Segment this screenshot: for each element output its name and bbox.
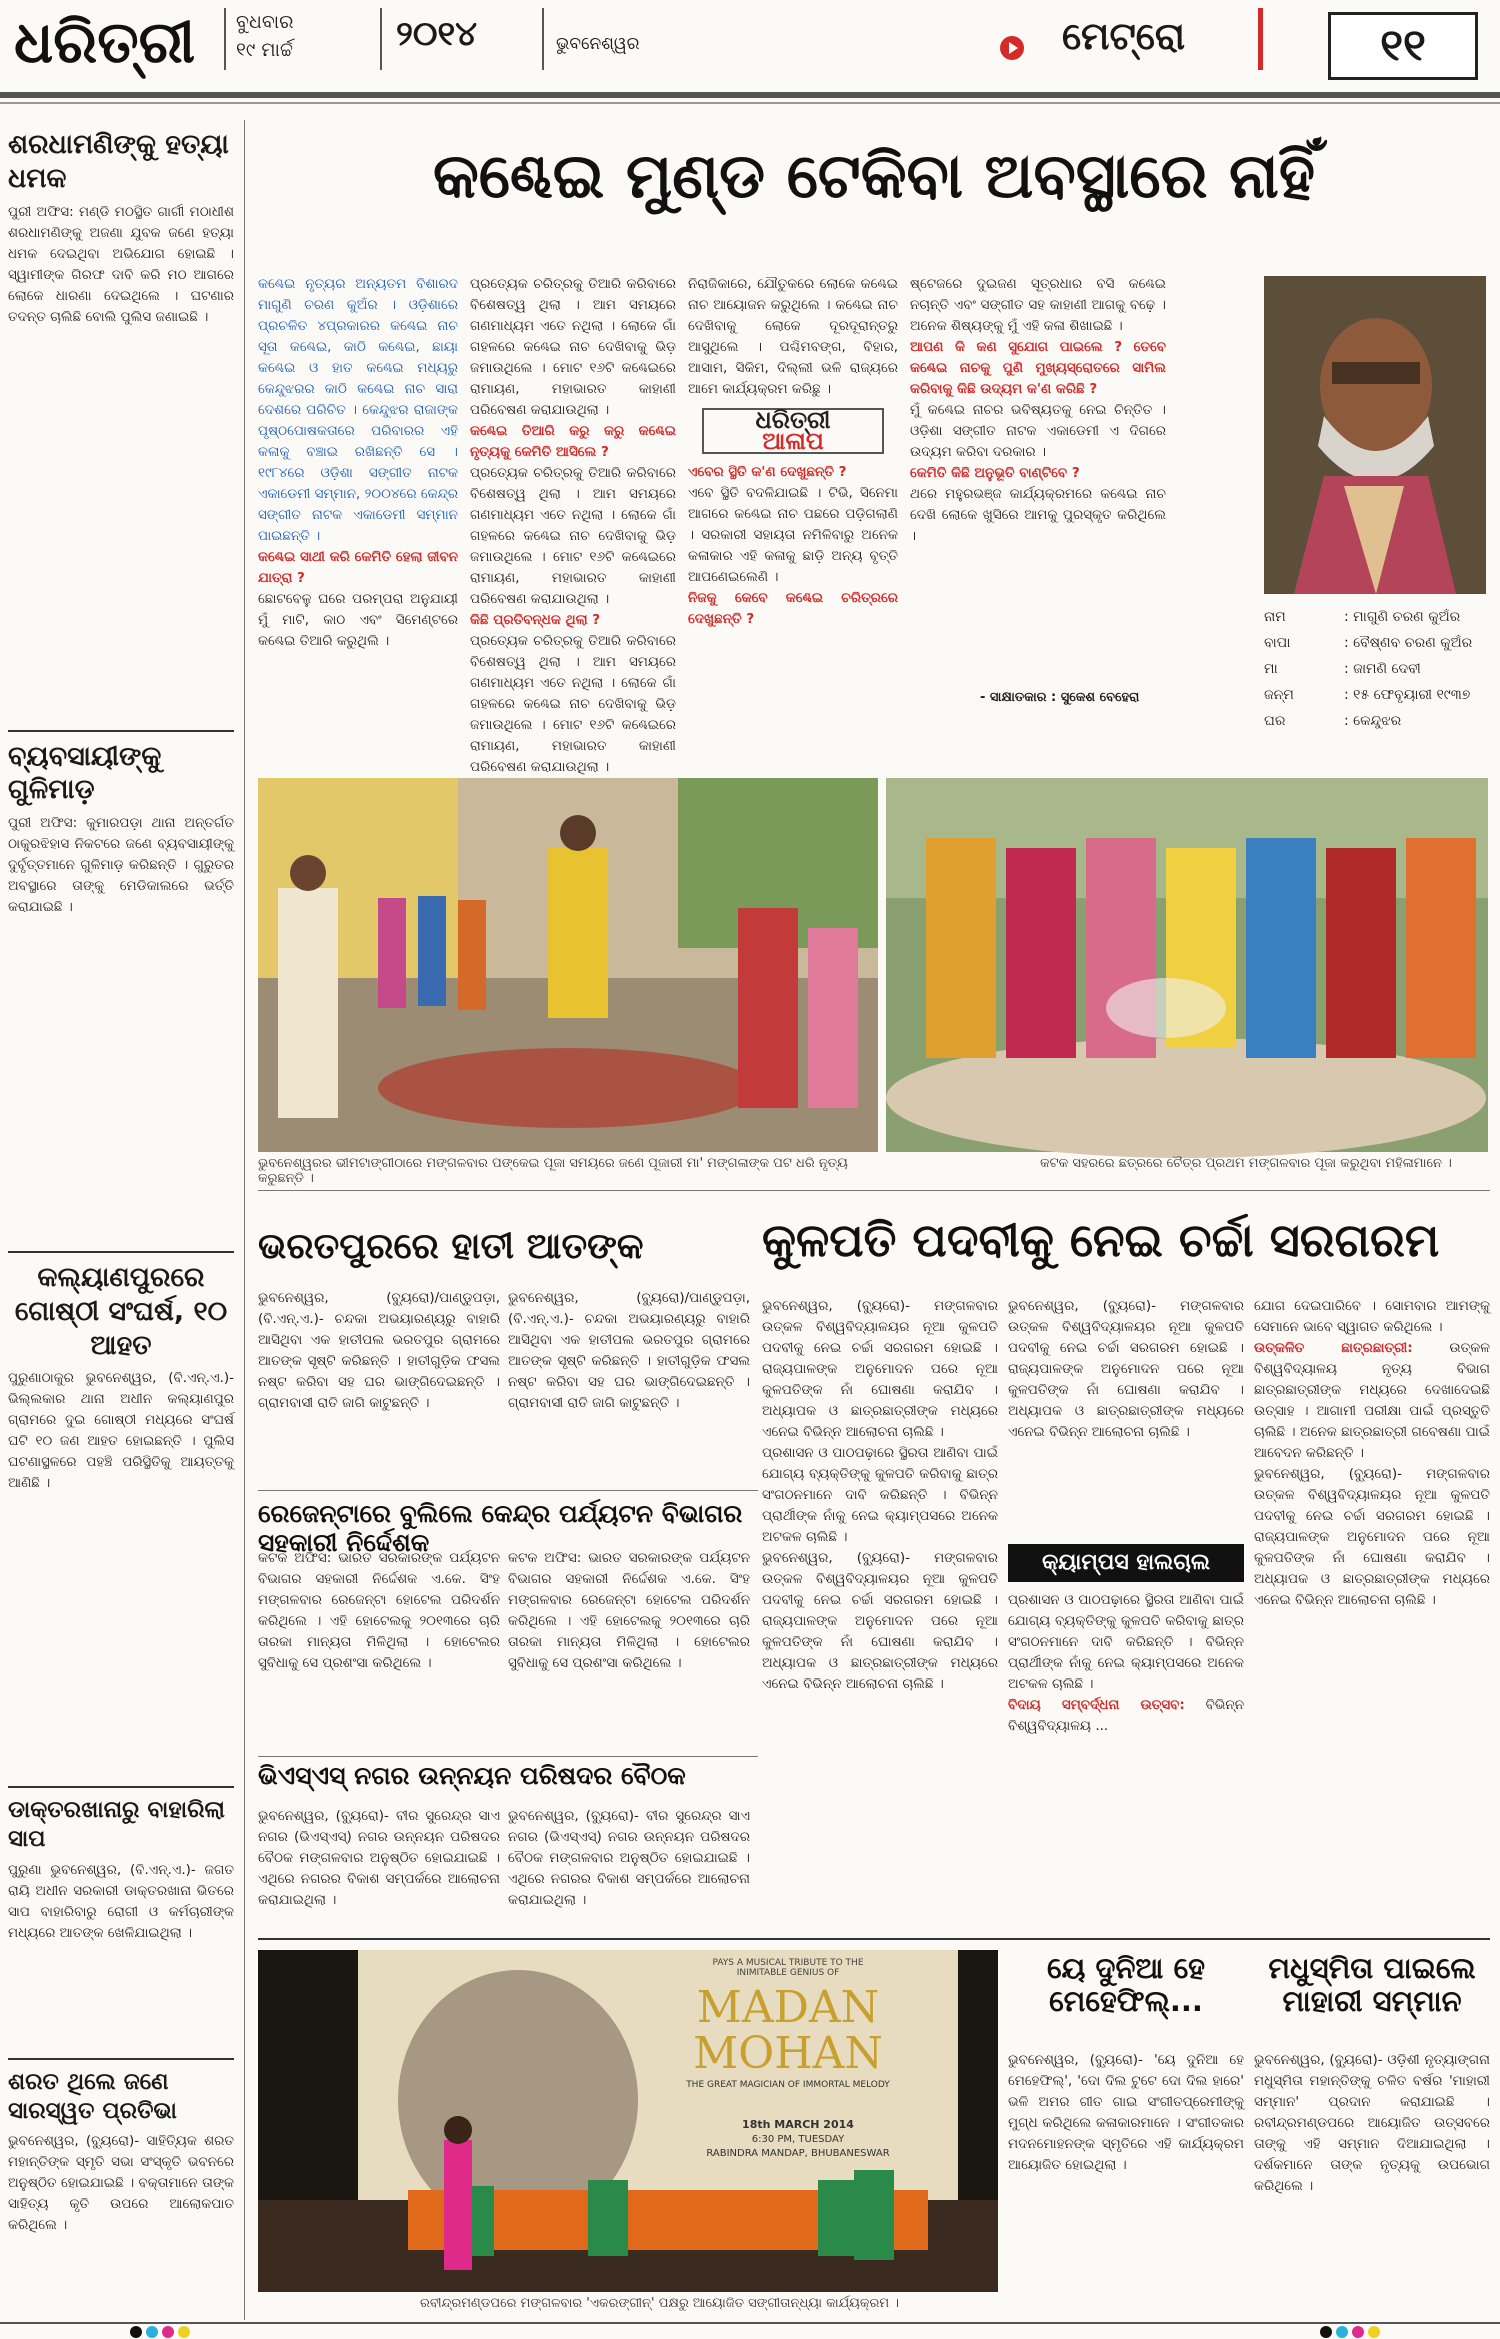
story-text: କଟକ ଅଫିସ: ଭାରତ ସରକାରଙ୍କ ପର୍ଯ୍ୟଟନ ବିଭାଗର ସହକାରୀ ନିର୍ଦ୍ଦେଶକ ଏ.କେ. ସିଂହ ମଙ୍ଗଳବାର ରେଜେନ୍ଟା ହୋଟେଲ ପରିଦର୍ଶନ କରିଥିଲେ । ଏହି ହୋଟେଲକୁ ୨୦୧୩ରେ ଚାରି ତାରକା ମାନ୍ୟତା ମିଳିଥିଲା । ହୋଟେଲର ସୁବିଧାକୁ ସେ ପ୍ରଶଂସା କରିଥିଲେ । bbox=[508, 1550, 750, 1671]
concert-caption: ରବୀନ୍ଦ୍ରମଣ୍ଡପରେ ମଙ୍ଗଳବାର 'ଏକରଙ୍ଗୀନ୍' ପକ୍ଷରୁ ଆୟୋଜିତ ସଙ୍ଗୀତାନ୍ଧ୍ୟା କାର୍ଯ୍ୟକ୍ରମ । bbox=[420, 2296, 900, 2311]
story-text: ଭୁବନେଶ୍ୱର, (ବ୍ୟୁରୋ)- ମଙ୍ଗଳବାର ଉତ୍କଳ ବିଶ୍ୱବିଦ୍ୟାଳୟର ନୂଆ କୁଳପତି ପଦବୀକୁ ନେଇ ଚର୍ଚ୍ଚା ସରଗରମ ହୋଇଛି । ରାଜ୍ୟପାଳଙ୍କ ଅନୁମୋଦନ ପରେ ନୂଆ କୁଳପତିଙ୍କ ନାଁ ଘୋଷଣା କରାଯିବ । ଅଧ୍ୟାପକ ଓ ଛାତ୍ରଛାତ୍ରୀଙ୍କ ମଧ୍ୟରେ ଏନେଇ ବିଭିନ୍ନ ଆଲୋଚନା ଚାଲିଛି । bbox=[762, 1550, 998, 1692]
register-dot bbox=[130, 2326, 142, 2338]
left-headline-4: ଡାକ୍ତରଖାନାରୁ ବାହାରିଲା ସାପ bbox=[8, 1797, 225, 1852]
register-dot bbox=[1368, 2326, 1380, 2338]
question: କଣ୍ଢେଇ ସାଥୀ କରି କେମିତି ହେଲା ଜୀବନ ଯାତ୍ରା ? bbox=[258, 549, 458, 586]
story-text: ଭୁବନେଶ୍ୱର, (ବ୍ୟୁରୋ)/ପାଣ୍ଡୁପଡ଼ା, (ବି.ଏନ୍.ଏ.)- ଚନ୍ଦକା ଅଭୟାରଣ୍ୟରୁ ବାହାରି ଆସିଥିବା ଏକ ହାତୀପଲ ଭରତପୁର ଗ୍ରାମରେ ଆତଙ୍କ ସୃଷ୍ଟି କରିଛନ୍ତି । ହାତୀଗୁଡ଼ିକ ଫସଲ ନଷ୍ଟ କରିବା ସହ ଘର ଭାଙ୍ଗିଦେଇଛନ୍ତି । ଗ୍ରାମବାସୀ ରାତି ଜାଗି କାଟୁଛନ୍ତି । bbox=[258, 1290, 500, 1411]
register-dot bbox=[1352, 2326, 1364, 2338]
masthead-rule-thin bbox=[0, 102, 1500, 104]
answer: ପ୍ରତ୍ୟେକ ଚରିତ୍ରକୁ ତିଆରି କରିବାରେ ବିଶେଷତ୍ୱ ଥିଲା । ଆମ ସମୟରେ ଗଣମାଧ୍ୟମ ଏତେ ନଥିଲା । ଲୋକେ ଗାଁ ଗହଳରେ କଣ୍ଢେଇ ନାଚ ଦେଖିବାକୁ ଭିଡ଼ ଜମାଉଥିଲେ । ମୋଟ ୧୬ଟି କଣ୍ଢେଇରେ ରାମାୟଣ, ମହାଭାରତ କାହାଣୀ ପରିବେଷଣ କରାଯାଉଥିଲା । bbox=[470, 465, 676, 607]
masthead bbox=[0, 0, 1500, 95]
madhusmita-headline: ମଧୁସ୍ମିତା ପାଇଲେ ମାହାରୀ ସମ୍ମାନ bbox=[1268, 1951, 1476, 2019]
city: ଭୁବନେଶ୍ୱର bbox=[556, 34, 640, 54]
story-text: ଭୁବନେଶ୍ୱର, (ବ୍ୟୁରୋ)- ସାହିତ୍ୟିକ ଶରତ ମହାନ୍ତିଙ୍କ ସ୍ମୃତି ସଭା ସଂସ୍କୃତି ଭବନରେ ଅନୁଷ୍ଠିତ ହୋଇଯାଇଛି । ବକ୍ତାମାନେ ତାଙ୍କ ସାହିତ୍ୟ କୃତି ଉପରେ ଆଲୋକପାତ କରିଥିଲେ । bbox=[8, 2133, 234, 2234]
profile-row bbox=[1264, 656, 1488, 682]
story-text: କଟକ ଅଫିସ: ଭାରତ ସରକାରଙ୍କ ପର୍ଯ୍ୟଟନ ବିଭାଗର ସହକାରୀ ନିର୍ଦ୍ଦେଶକ ଏ.କେ. ସିଂହ ମଙ୍ଗଳବାର ରେଜେନ୍ଟା ହୋଟେଲ ପରିଦର୍ଶନ କରିଥିଲେ । ଏହି ହୋଟେଲକୁ ୨୦୧୩ରେ ଚାରି ତାରକା ମାନ୍ୟତା ମିଳିଥିଲା । ହୋଟେଲର ସୁବିଧାକୁ ସେ ପ୍ରଶଂସା କରିଥିଲେ । bbox=[258, 1550, 500, 1671]
photo-women-puja bbox=[886, 778, 1488, 1152]
vss-headline: ଭିଏସ୍‌ଏସ୍ ନଗର ଉନ୍ନୟନ ପରିଷଦର ବୈଠକ bbox=[258, 1761, 686, 1790]
poster-name-1: MADAN bbox=[696, 1982, 880, 2033]
story-text: ବିଭିନ୍ନ ବିଶ୍ୱବିଦ୍ୟାଳୟ ... bbox=[1008, 1697, 1245, 1734]
mehfil-headline: ୟେ ଦୁନିଆ ହେ ମେହେଫିଲ୍... bbox=[1046, 1951, 1206, 2019]
profile-value: : ୧୫ ଫେବୃୟାରୀ ୧୯୩୭ bbox=[1344, 687, 1471, 703]
poster-tagline: PAYS A MUSICAL TRIBUTE TO THE INIMITABLE GENIUS OF bbox=[712, 1958, 864, 1978]
profile-key: ମା bbox=[1264, 661, 1278, 677]
answer: ମୁଁ କଣ୍ଢେଇ ନାଚର ଭବିଷ୍ୟତକୁ ନେଇ ଚିନ୍ତିତ । ଓଡ଼ିଶା ସଙ୍ଗୀତ ନାଟକ ଏକାଡେମୀ ଏ ଦିଗରେ ଉଦ୍ୟମ କରିବା ଦରକାର । bbox=[910, 402, 1166, 460]
left-story-1 bbox=[8, 202, 234, 722]
divider bbox=[258, 1938, 1490, 1940]
play-icon bbox=[1000, 36, 1024, 60]
campus-label: କ୍ୟାମ୍ପସ ହାଲଚାଲ bbox=[1008, 1544, 1244, 1582]
profile-key: ବାପା bbox=[1264, 635, 1291, 651]
interview-col-4 bbox=[910, 274, 1166, 674]
left-story-4 bbox=[8, 1860, 234, 2050]
profile-row bbox=[1264, 630, 1488, 656]
regency-headline: ରେଜେନ୍ଟାରେ ବୁଲିଲେ କେନ୍ଦ୍ର ପର୍ଯ୍ୟଟନ ବିଭାଗର ସହକାରୀ ନିର୍ଦ୍ଦେଶକ bbox=[258, 1499, 743, 1557]
section-title: ମେଟ୍ରୋ bbox=[1062, 14, 1186, 58]
story-text: ଭୁବନେଶ୍ୱର, (ବ୍ୟୁରୋ)- ମଙ୍ଗଳବାର ଉତ୍କଳ ବିଶ୍ୱବିଦ୍ୟାଳୟର ନୂଆ କୁଳପତି ପଦବୀକୁ ନେଇ ଚର୍ଚ୍ଚା ସରଗରମ ହୋଇଛି । ରାଜ୍ୟପାଳଙ୍କ ଅନୁମୋଦନ ପରେ ନୂଆ କୁଳପତିଙ୍କ ନାଁ ଘୋଷଣା କରାଯିବ । ଅଧ୍ୟାପକ ଓ ଛାତ୍ରଛାତ୍ରୀଙ୍କ ମଧ୍ୟରେ ଏନେଇ ବିଭିନ୍ନ ଆଲୋଚନା ଚାଲିଛି । bbox=[762, 1298, 998, 1440]
profile-row bbox=[1264, 682, 1488, 708]
divider bbox=[258, 1190, 1490, 1191]
left-story-3 bbox=[8, 1368, 234, 1778]
women-puja-image bbox=[886, 778, 1488, 1152]
story-text: ଭୁବନେଶ୍ୱର, (ବ୍ୟୁରୋ)- ଓଡ଼ିଶୀ ନୃତ୍ୟାଙ୍ଗନା ମଧୁସ୍ମିତା ମହାନ୍ତିଙ୍କୁ ଚଳିତ ବର୍ଷର 'ମାହାରୀ ସମ୍ମାନ' ପ୍ରଦାନ କରାଯାଇଛି । ରବୀନ୍ଦ୍ରମଣ୍ଡପରେ ଆୟୋଜିତ ଉତ୍ସବରେ ତାଙ୍କୁ ଏହି ସମ୍ମାନ ଦିଆଯାଇଥିଲା । ଦର୍ଶକମାନେ ତାଙ୍କ ନୃତ୍ୟକୁ ଉପଭୋଗ କରିଥିଲେ । bbox=[1254, 2052, 1490, 2194]
regency-col-1 bbox=[258, 1548, 500, 1748]
alaap-label: ଆଳାପ bbox=[762, 427, 824, 455]
divider bbox=[258, 1756, 758, 1757]
poster-date: 18th MARCH 2014 bbox=[742, 2118, 854, 2131]
photo-caption-2: କଟକ ସହରରେ ଛତ୍ରରେ ଚୈତ୍ର ପ୍ରଥମ ମଙ୍ଗଳବାର ପୂଜା କରୁଥିବା ମହିଳାମାନେ । bbox=[1040, 1156, 1452, 1171]
profile-value: : ବୈଷ୍ଣବ ଚରଣ କୁଅଁର bbox=[1344, 635, 1473, 651]
poster-venue: RABINDRA MANDAP, BHUBANESWAR bbox=[706, 2148, 890, 2159]
story-text: ପ୍ରଶାସନ ଓ ପାଠପଢ଼ାରେ ସ୍ଥିରତା ଆଣିବା ପାଇଁ ଯୋଗ୍ୟ ବ୍ୟକ୍ତିଙ୍କୁ କୁଳପତି କରିବାକୁ ଛାତ୍ର ସଂଗଠନମାନେ ଦାବି କରିଛନ୍ତି । ବିଭିନ୍ନ ପ୍ରାର୍ଥୀଙ୍କ ନାଁକୁ ନେଇ କ୍ୟାମ୍ପସରେ ଅନେକ ଅଟକଳ ଚାଲିଛି । bbox=[762, 1445, 998, 1545]
date: ୧୯ ମାର୍ଚ୍ଚ bbox=[236, 39, 293, 61]
masthead-divider bbox=[380, 8, 382, 70]
question: ନିଜକୁ କେବେ କଣ୍ଢେଇ ଚରିତ୍ରରେ ଦେଖୁଛନ୍ତି ? bbox=[688, 590, 898, 627]
question: ଏବେର ସ୍ଥିତି କ'ଣ ଦେଖୁଛନ୍ତି ? bbox=[688, 464, 847, 480]
regency-col-2 bbox=[508, 1548, 750, 1748]
masthead-divider bbox=[542, 8, 544, 70]
mehfil-text bbox=[1008, 2050, 1244, 2316]
story-text: ପୁରୁଣାଠାକୁର ଭୁବନେଶ୍ୱର, (ବି.ଏନ୍.ଏ.)- ଭିଲ୍ଲକାର ଥାନା ଅଧୀନ କଲ୍ୟାଣପୁର ଗ୍ରାମରେ ଦୁଇ ଗୋଷ୍ଠୀ ମଧ୍ୟରେ ସଂଘର୍ଷ ଘଟି ୧୦ ଜଣ ଆହତ ହୋଇଛନ୍ତି । ପୁଲିସ ଘଟଣାସ୍ଥଳରେ ପହଞ୍ଚି ପରିସ୍ଥିତିକୁ ଆୟତ୍ତକୁ ଆଣିଛି । bbox=[8, 1370, 234, 1492]
photo-puja-dance bbox=[258, 778, 878, 1152]
profile-row bbox=[1264, 604, 1488, 630]
story-text: ଯୋଗ ଦେଇପାରିବେ । ସୋମବାର ଆମଙ୍କୁ ସେମାନେ ଭାବେ ସ୍ୱାଗତ କରିଥିଲେ । bbox=[1254, 1298, 1490, 1335]
divider bbox=[8, 1786, 234, 1788]
register-dot bbox=[162, 2326, 174, 2338]
photo-caption-1: ଭୁବନେଶ୍ୱରର ଭୀମଟାଙ୍ଗୀଠାରେ ମଙ୍ଗଳବାର ପଙ୍କେଇ ପୂଜା ସମୟରେ ଜଣେ ପୂଜାରୀ ମା' ମଙ୍ଗଳାଙ୍କ ପଟ ଧରି ନୃତ୍ୟ କରୁଛନ୍ତି । bbox=[258, 1156, 848, 1186]
issue-date bbox=[236, 8, 294, 64]
masthead-divider bbox=[224, 8, 226, 70]
divider bbox=[8, 1251, 234, 1253]
left-headline-1: ଶରଧାମଣିଙ୍କୁ ହତ୍ୟା ଧମକ bbox=[8, 129, 229, 194]
question: ଆପଣ କି କଣ ସୁଯୋଗ ପାଇଲେ ? ତେବେ କଣ୍ଢେଇ ନାଚକୁ ପୁଣି ମୁଖ୍ୟସ୍ରୋତରେ ସାମିଲ କରିବାକୁ କିଛି ଉଦ୍ୟମ କ'ଣ କରିଛି ? bbox=[910, 339, 1166, 397]
answer: ଏବେ ସ୍ଥିତି ବଦଳିଯାଇଛି । ଟିଭି, ସିନେମା ଆଗରେ କଣ୍ଢେଇ ନାଚ ପଛରେ ପଡ଼ିଗଲାଣି । ସରକାରୀ ସହାୟତା ନମିଳିବାରୁ ଅନେକ କଳାକାର ଏହି କଳାକୁ ଛାଡ଼ି ଅନ୍ୟ ବୃତ୍ତି ଆପଣେଇଲେଣି । bbox=[688, 485, 898, 585]
poster-subtitle: THE GREAT MAGICIAN OF IMMORTAL MELODY bbox=[686, 2080, 890, 2090]
footer-rule bbox=[0, 2322, 1500, 2324]
vss-col-2 bbox=[508, 1806, 750, 1932]
portrait-image bbox=[1264, 276, 1486, 594]
answer: ପ୍ରତ୍ୟେକ ଚରିତ୍ରକୁ ତିଆରି କରିବାରେ ବିଶେଷତ୍ୱ ଥିଲା । ଆମ ସମୟରେ ଗଣମାଧ୍ୟମ ଏତେ ନଥିଲା । ଲୋକେ ଗାଁ ଗହଳରେ କଣ୍ଢେଇ ନାଚ ଦେଖିବାକୁ ଭିଡ଼ ଜମାଉଥିଲେ । ମୋଟ ୧୬ଟି କଣ୍ଢେଇରେ ରାମାୟଣ, ମହାଭାରତ କାହାଣୀ ପରିବେଷଣ କରାଯାଉଥିଲା । bbox=[470, 633, 676, 775]
left-headline-2: ବ୍ୟବସାୟୀଙ୍କୁ ଗୁଳିମାଡ଼ bbox=[8, 740, 162, 806]
interviewer-credit: - ସାକ୍ଷାତକାର : ସୁକେଶ ବେହେରା bbox=[980, 690, 1140, 705]
answer: ଛୋଟବେଳୁ ଘରେ ପରମ୍ପରା ଅନୁଯାୟୀ ମୁଁ ମାଟି, କାଠ ଏବଂ ସିମେଣ୍ଟରେ କଣ୍ଢେଇ ତିଆରି କରୁଥିଲି । bbox=[258, 591, 458, 649]
left-story-2 bbox=[8, 813, 234, 1243]
profile-row bbox=[1264, 708, 1488, 734]
accent-bar bbox=[1258, 8, 1263, 70]
question: କଣ୍ଢେଇ ତିଆରି କରୁ କରୁ କଣ୍ଢେଇ ନୃତ୍ୟକୁ କେମିତି ଆସିଲେ ? bbox=[470, 423, 676, 460]
puja-dance-image bbox=[258, 778, 878, 1152]
poster-name-2: MOHAN bbox=[693, 2028, 883, 2079]
madhusmita-text bbox=[1254, 2050, 1490, 2316]
elephant-headline: ଭରତପୁରରେ ହାତୀ ଆତଙ୍କ bbox=[258, 1226, 644, 1267]
page-number: ୧୧ bbox=[1328, 12, 1478, 80]
story-text: ଭୁବନେଶ୍ୱର, (ବ୍ୟୁରୋ)- ବୀର ସୁରେନ୍ଦ୍ର ସାଏ ନଗର (ଭିଏସ୍‌ଏସ୍) ନଗର ଉନ୍ନୟନ ପରିଷଦର ବୈଠକ ମଙ୍ଗଳବାର ଅନୁଷ୍ଠିତ ହୋଇଯାଇଛି । ଏଥିରେ ନଗରର ବିକାଶ ସମ୍ପର୍କରେ ଆଲୋଚନା କରାଯାଇଥିଲା । bbox=[258, 1808, 500, 1908]
interview-col-2 bbox=[470, 274, 676, 775]
main-headline: କଣ୍ଢେଇ ମୁଣ୍ଡ ଟେକିବା ଅବସ୍ଥାରେ ନାହିଁ bbox=[432, 139, 1316, 212]
left-headline-3: କଲ୍ୟାଣପୁରରେ ଗୋଷ୍ଠୀ ସଂଘର୍ଷ, ୧୦ ଆହତ bbox=[14, 1262, 228, 1361]
story-text: ଭୁବନେଶ୍ୱର, (ବ୍ୟୁରୋ)- ବୀର ସୁରେନ୍ଦ୍ର ସାଏ ନଗର (ଭିଏସ୍‌ଏସ୍) ନଗର ଉନ୍ନୟନ ପରିଷଦର ବୈଠକ ମଙ୍ଗଳବାର ଅନୁଷ୍ଠିତ ହୋଇଯାଇଛି । ଏଥିରେ ନଗରର ବିକାଶ ସମ୍ପର୍କରେ ଆଲୋଚନା କରାଯାଇଥିଲା । bbox=[508, 1808, 750, 1908]
left-column bbox=[8, 128, 234, 2328]
question: କେମିତି କିଛି ଅନୁଭୂତି ବାଣ୍ଟିବେ ? bbox=[910, 465, 1080, 481]
profile-key: ନାମ bbox=[1264, 609, 1286, 625]
profile-value: : କେନ୍ଦୁଝର bbox=[1344, 713, 1402, 729]
divider bbox=[8, 2058, 234, 2060]
year: ୨୦୧୪ bbox=[396, 14, 478, 54]
weekday: ବୁଧବାର bbox=[236, 11, 294, 33]
answer: ଥରେ ମହୁରଭଞ୍ଜ କାର୍ଯ୍ୟକ୍ରମରେ କଣ୍ଢେଇ ନାଚ ଦେଖି ଲୋକେ ଖୁସିରେ ଆମକୁ ପୁରସ୍କୃତ କରିଥିଲେ । bbox=[910, 486, 1166, 544]
elephant-col-2 bbox=[508, 1288, 750, 1478]
profile-box bbox=[1264, 604, 1488, 734]
story-text: ପୁରୀ ଅଫିସ: ମଣ୍ଡି ମଠସ୍ଥିତ ଗାର୍ଗୀ ମଠାଧୀଶ ଶରଧାମଣିଙ୍କୁ ଅଜଣା ଯୁବକ ଜଣେ ହତ୍ୟା ଧମକ ଦେଇଥିବା ଅଭିଯୋଗ ହୋଇଛି । ସ୍ୱାମୀଙ୍କ ଗିରଫ ଦାବି କରି ମଠ ଆଗରେ ଲୋକେ ଧାରଣା ଦେଇଥିଲେ । ଘଟଣାର ତଦନ୍ତ ଚାଲିଛି ବୋଲି ପୁଲିସ ଜଣାଇଛି । bbox=[8, 203, 234, 325]
intro-text: କଣ୍ଢେଇ ନୃତ୍ୟର ଅନ୍ୟତମ ବିଶାରଦ ମାଗୁଣି ଚରଣ କୁଅଁର । ଓଡ଼ିଶାରେ ପ୍ରଚଳିତ ୪ପ୍ରକାରର କଣ୍ଢେଇ ନାଚ ସୂତା କଣ୍ଢେଇ, କାଠି କଣ୍ଢେଇ, ଛାୟା କଣ୍ଢେଇ ଓ ହାତ କଣ୍ଢେଇ ମଧ୍ୟରୁ କେନ୍ଦୁଝରର କାଠି କଣ୍ଢେଇ ନାଚ ସାରା ଦେଶରେ ପରିଚିତ । କେନ୍ଦୁଝର ରାଜାଙ୍କ ପୃଷ୍ଠପୋଷକତାରେ ପରିବାରର ଏହି କଳାକୁ ବଞ୍ଚାଇ ରଖିଛନ୍ତି ସେ । ୧୯୮୪ରେ ଓଡ଼ିଶା ସଙ୍ଗୀତ ନାଟକ ଏକାଡେମୀ ସମ୍ମାନ, ୨୦୦୪ରେ କେନ୍ଦ୍ର ସଙ୍ଗୀତ ନାଟକ ଏକାଡେମୀ ସମ୍ମାନ ପାଇଛନ୍ତି । bbox=[258, 276, 458, 544]
story-text: ଭୁବନେଶ୍ୱର, (ବ୍ୟୁରୋ)/ପାଣ୍ଡୁପଡ଼ା, (ବି.ଏନ୍.ଏ.)- ଚନ୍ଦକା ଅଭୟାରଣ୍ୟରୁ ବାହାରି ଆସିଥିବା ଏକ ହାତୀପଲ ଭରତପୁର ଗ୍ରାମରେ ଆତଙ୍କ ସୃଷ୍ଟି କରିଛନ୍ତି । ହାତୀଗୁଡ଼ିକ ଫସଲ ନଷ୍ଟ କରିବା ସହ ଘର ଭାଙ୍ଗିଦେଇଛନ୍ତି । ଗ୍ରାମବାସୀ ରାତି ଜାଗି କାଟୁଛନ୍ତି । bbox=[508, 1290, 750, 1411]
story-text: ଭୁବନେଶ୍ୱର, (ବ୍ୟୁରୋ)- 'ୟେ ଦୁନିଆ ହେ ମେହେଫିଲ୍', 'ଦୋ ଦିଲ ଟୁଟେ ଦୋ ଦିଲ ହାରେ' ଭଳି ଅମର ଗୀତ ଗାଇ ସଂଗୀତପ୍ରେମୀଙ୍କୁ ମୁଗ୍ଧ କରିଥିଲେ କଳାକାରମାନେ । ସଂଗୀତକାର ମଦନମୋହନଙ୍କ ସ୍ମୃତିରେ ଏହି କାର୍ଯ୍ୟକ୍ରମ ଆୟୋଜିତ ହୋଇଥିଲା । bbox=[1008, 2052, 1244, 2173]
column-rule bbox=[244, 120, 245, 2320]
tag-label: ଉତ୍କଳିତ ଛାତ୍ରଛାତ୍ରୀ: bbox=[1254, 1340, 1413, 1356]
profile-value: : ଜାମଣି ଦେବୀ bbox=[1344, 661, 1421, 677]
vc-col-3 bbox=[1254, 1296, 1490, 1926]
vc-col-2b bbox=[1008, 1590, 1244, 1926]
profile-key: ଘର bbox=[1264, 713, 1286, 729]
answer: ପ୍ରତ୍ୟେକ ଚରିତ୍ରକୁ ତିଆରି କରିବାରେ ବିଶେଷତ୍ୱ ଥିଲା । ଆମ ସମୟରେ ଗଣମାଧ୍ୟମ ଏତେ ନଥିଲା । ଲୋକେ ଗାଁ ଗହଳରେ କଣ୍ଢେଇ ନାଚ ଦେଖିବାକୁ ଭିଡ଼ ଜମାଉଥିଲେ । ମୋଟ ୧୬ଟି କଣ୍ଢେଇରେ ରାମାୟଣ, ମହାଭାରତ କାହାଣୀ ପରିବେଷଣ କରାଯାଉଥିଲା । bbox=[470, 276, 676, 418]
masthead-rule bbox=[0, 92, 1500, 98]
divider bbox=[258, 1490, 758, 1491]
interview-col-1 bbox=[258, 274, 458, 714]
vss-col-1 bbox=[258, 1806, 500, 1932]
divider bbox=[8, 730, 234, 732]
register-dot bbox=[1336, 2326, 1348, 2338]
portrait-photo bbox=[1264, 276, 1486, 594]
story-text: ପ୍ରଶାସନ ଓ ପାଠପଢ଼ାରେ ସ୍ଥିରତା ଆଣିବା ପାଇଁ ଯୋଗ୍ୟ ବ୍ୟକ୍ତିଙ୍କୁ କୁଳପତି କରିବାକୁ ଛାତ୍ର ସଂଗଠନମାନେ ଦାବି କରିଛନ୍ତି । ବିଭିନ୍ନ ପ୍ରାର୍ଥୀଙ୍କ ନାଁକୁ ନେଇ କ୍ୟାମ୍ପସରେ ଅନେକ ଅଟକଳ ଚାଲିଛି । bbox=[1008, 1592, 1244, 1692]
answer: ଷ୍ଟେଜରେ ଦୁଇଜଣ ସୂତ୍ରଧାର ବସି କଣ୍ଢେଇ ନଚାନ୍ତି ଏବଂ ସଙ୍ଗୀତ ସହ କାହାଣୀ ଆଗକୁ ବଢ଼େ । ଅନେକ ଶିଷ୍ୟଙ୍କୁ ମୁଁ ଏହି କଳା ଶିଖାଇଛି । bbox=[910, 276, 1166, 334]
left-story-5 bbox=[8, 2131, 234, 2331]
alaap-logo bbox=[702, 408, 884, 454]
tag-label: ବିଦାୟ ସମ୍ବର୍ଦ୍ଧନା ଉତ୍ସବ: bbox=[1008, 1697, 1185, 1713]
register-dot bbox=[146, 2326, 158, 2338]
story-text: ଭୁବନେଶ୍ୱର, (ବ୍ୟୁରୋ)- ମଙ୍ଗଳବାର ଉତ୍କଳ ବିଶ୍ୱବିଦ୍ୟାଳୟର ନୂଆ କୁଳପତି ପଦବୀକୁ ନେଇ ଚର୍ଚ୍ଚା ସରଗରମ ହୋଇଛି । ରାଜ୍ୟପାଳଙ୍କ ଅନୁମୋଦନ ପରେ ନୂଆ କୁଳପତିଙ୍କ ନାଁ ଘୋଷଣା କରାଯିବ । ଅଧ୍ୟାପକ ଓ ଛାତ୍ରଛାତ୍ରୀଙ୍କ ମଧ୍ୟରେ ଏନେଇ ବିଭିନ୍ନ ଆଲୋଚନା ଚାଲିଛି । bbox=[1008, 1298, 1244, 1440]
interview-col-3 bbox=[688, 274, 898, 714]
vc-col-1 bbox=[762, 1296, 998, 1926]
story-text: ପୁରୀ ଅଫିସ: କୁମାରପଡ଼ା ଥାନା ଅନ୍ତର୍ଗତ ଠାକୁରଝିହାସ ନିକଟରେ ଜଣେ ବ୍ୟବସାୟୀଙ୍କୁ ଦୁର୍ବୃତ୍ତମାନେ ଗୁଳିମାଡ଼ କରିଛନ୍ତି । ଗୁରୁତର ଅବସ୍ଥାରେ ତାଙ୍କୁ ମେଡିକାଲରେ ଭର୍ତ୍ତି କରାଯାଇଛି । bbox=[8, 815, 234, 915]
alaap-brand: ଧରିତ୍ରୀ bbox=[755, 406, 831, 434]
story-text: ପୁରୁଣା ଭୁବନେଶ୍ୱର, (ବି.ଏନ୍.ଏ.)- ଜଗତ ରାୟି ଅଧୀନ ସରକାରୀ ଡାକ୍ତରଖାନା ଭିତରେ ସାପ ବାହାରିବାରୁ ରୋଗୀ ଓ କର୍ମଚାରୀଙ୍କ ମଧ୍ୟରେ ଆତଙ୍କ ଖେଳିଯାଇଥିଲା । bbox=[8, 1861, 234, 1941]
photo-concert bbox=[258, 1950, 998, 2292]
story-text: ଭୁବନେଶ୍ୱର, (ବ୍ୟୁରୋ)- ମଙ୍ଗଳବାର ଉତ୍କଳ ବିଶ୍ୱବିଦ୍ୟାଳୟର ନୂଆ କୁଳପତି ପଦବୀକୁ ନେଇ ଚର୍ଚ୍ଚା ସରଗରମ ହୋଇଛି । ରାଜ୍ୟପାଳଙ୍କ ଅନୁମୋଦନ ପରେ ନୂଆ କୁଳପତିଙ୍କ ନାଁ ଘୋଷଣା କରାଯିବ । ଅଧ୍ୟାପକ ଓ ଛାତ୍ରଛାତ୍ରୀଙ୍କ ମଧ୍ୟରେ ଏନେଇ ବିଭିନ୍ନ ଆଲୋଚନା ଚାଲିଛି । bbox=[1254, 1466, 1490, 1608]
poster-time: 6:30 PM, TUESDAY bbox=[751, 2134, 845, 2145]
question: କିଛି ପ୍ରତିବନ୍ଧକ ଥିଲା ? bbox=[470, 612, 601, 628]
newspaper-logo: ଧରିତ୍ରୀ bbox=[14, 8, 196, 76]
vc-col-2 bbox=[1008, 1296, 1244, 1536]
story-text: ଉତ୍କଳ ବିଶ୍ୱବିଦ୍ୟାଳୟ ନୃତ୍ୟ ବିଭାଗ ଛାତ୍ରଛାତ୍ରୀଙ୍କ ମଧ୍ୟରେ ଦେଖାଦେଇଛି ଉତ୍ସାହ । ଆଗାମୀ ପରୀକ୍ଷା ପାଇଁ ପ୍ରସ୍ତୁତି ଚାଲିଛି । ଅନେକ ଛାତ୍ରଛାତ୍ରୀ ଗବେଷଣା ପାଇଁ ଆବେଦନ କରିଛନ୍ତି । bbox=[1254, 1340, 1490, 1461]
answer: ନିରାଜିକାରେ, ଯୌତୁକରେ ଲୋକେ କଣ୍ଢେଇ ନାଚ ଆୟୋଜନ କରୁଥିଲେ । କଣ୍ଢେଇ ନାଚ ଦେଖିବାକୁ ଲୋକେ ଦୂରଦୂରାନ୍ତରୁ ଆସୁଥିଲେ । ପଶ୍ଚିମବଙ୍ଗ, ବିହାର, ଆସାମ, ସିକିମ, ଦିଲ୍ଲୀ ଭଳି ରାଜ୍ୟରେ ଆମେ କାର୍ଯ୍ୟକ୍ରମ କରିଛୁ । bbox=[688, 276, 898, 397]
profile-key: ଜନ୍ମ bbox=[1264, 687, 1294, 703]
profile-value: : ମାଗୁଣି ଚରଣ କୁଅଁର bbox=[1344, 609, 1461, 625]
vc-headline: କୁଳପତି ପଦବୀକୁ ନେଇ ଚର୍ଚ୍ଚା ସରଗରମ bbox=[762, 1213, 1440, 1267]
elephant-col-1 bbox=[258, 1288, 500, 1478]
register-dot bbox=[178, 2326, 190, 2338]
left-headline-5: ଶରତ ଥିଲେ ଜଣେ ସାରସ୍ୱତ ପ୍ରତିଭା bbox=[8, 2068, 177, 2124]
register-dot bbox=[1320, 2326, 1332, 2338]
